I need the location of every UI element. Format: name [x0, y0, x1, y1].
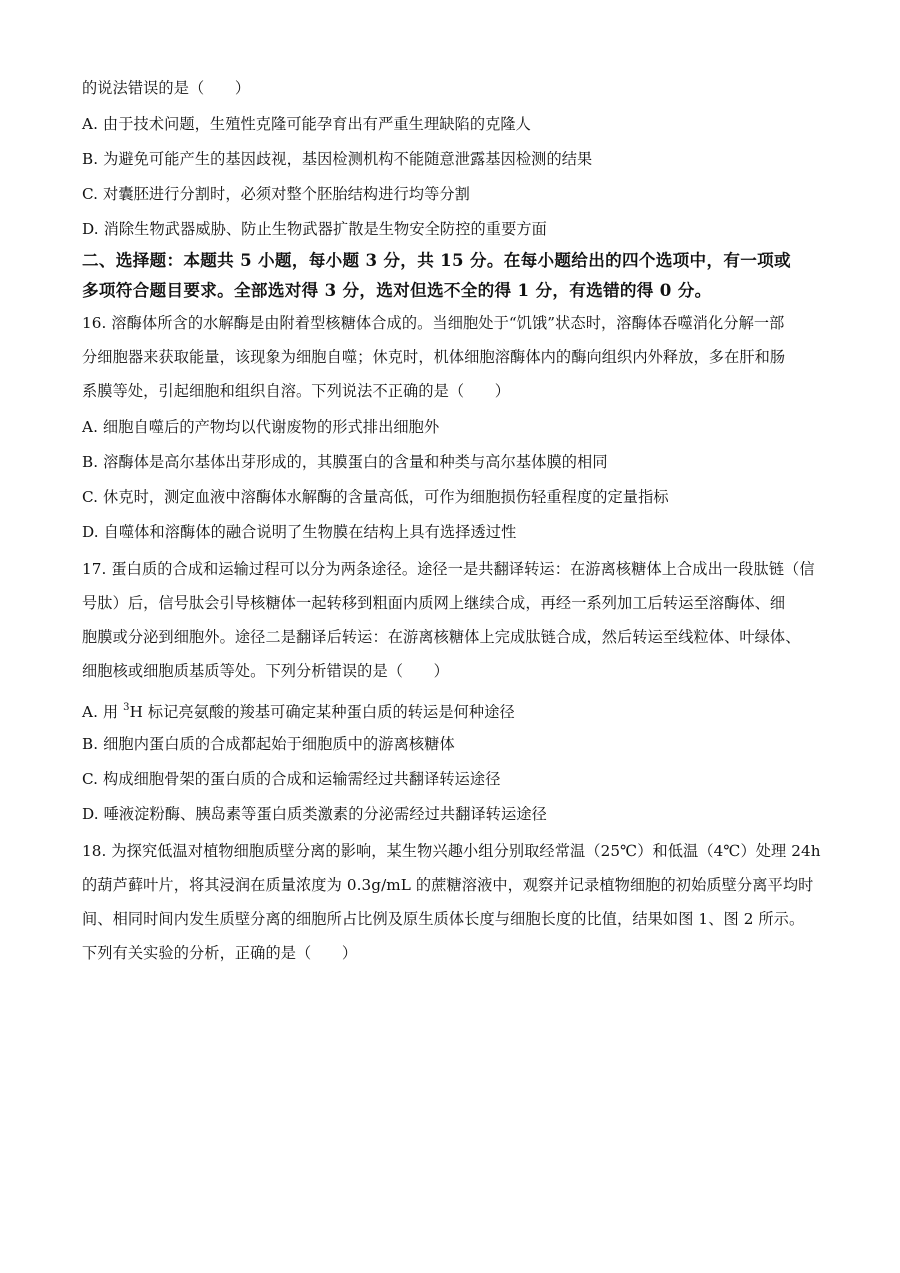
superscript-3: 3	[123, 702, 130, 713]
q17-option-d: D. 唾液淀粉酶、胰岛素等蛋白质类激素的分泌需经过共翻译转运途径	[82, 805, 547, 823]
q16-stem-line3: 系膜等处，引起细胞和组织自溶。下列说法不正确的是（ ）	[82, 382, 511, 400]
q16-stem-line2: 分细胞器来获取能量，该现象为细胞自噬；休克时，机体细胞溶酶体内的酶向组织内外释放，多在肝和肠	[82, 348, 786, 366]
q18-stem-line4: 下列有关实验的分析，正确的是（ ）	[82, 944, 358, 962]
q17-option-c: C. 构成细胞骨架的蛋白质的合成和运输需经过共翻译转运途径	[82, 770, 501, 788]
q17-stem-line2: 号肽）后，信号肽会引导核糖体一起转移到粗面内质网上继续合成，再经一系列加工后转运至溶酶体、细	[82, 594, 786, 612]
q16-stem-line1: 16. 溶酶体所含的水解酶是由附着型核糖体合成的。当细胞处于“饥饿”状态时，溶酶体吞噬消化分解一部	[82, 314, 785, 332]
q18-stem-line2: 的葫芦藓叶片，将其浸润在质量浓度为 0.3g/mL 的蔗糖溶液中，观察并记录植物细胞的初始质壁分离平均时	[82, 876, 814, 894]
section2-heading-line2: 多项符合题目要求。全部选对得 3 分，选对但选不全的得 1 分，有选错的得 0 分。	[82, 280, 712, 300]
q17-stem-line3: 胞膜或分泌到细胞外。途径二是翻译后转运：在游离核糖体上完成肽链合成，然后转运至线粒体、叶绿体、	[82, 628, 801, 646]
q17-option-a-prefix: A. 用	[82, 703, 124, 721]
q18-stem-line1: 18. 为探究低温对植物细胞质壁分离的影响，某生物兴趣小组分别取经常温（25℃）和低温（4℃）处理 24h	[82, 842, 821, 860]
q17-option-b: B. 细胞内蛋白质的合成都起始于细胞质中的游离核糖体	[82, 735, 455, 753]
q17-stem-line4: 细胞核或细胞质基质等处。下列分析错误的是（ ）	[82, 662, 449, 680]
section2-heading-line1: 二、选择题：本题共 5 小题，每小题 3 分，共 15 分。在每小题给出的四个选项中，有一项或	[82, 250, 791, 270]
q17-option-a-text: H 标记亮氨酸的羧基可确定某种蛋白质的转运是何种途径	[129, 703, 515, 721]
q17-stem-line1: 17. 蛋白质的合成和运输过程可以分为两条途径。途径一是共翻译转运：在游离核糖体上合成出一段肽链（信	[82, 560, 815, 578]
q16-option-a: A. 细胞自噬后的产物均以代谢废物的形式排出细胞外	[82, 418, 440, 436]
q18-stem-line3: 间、相同时间内发生质壁分离的细胞所占比例及原生质体长度与细胞长度的比值，结果如图 1、图 2 所示。	[82, 910, 805, 928]
q15-option-d: D. 消除生物武器威胁、防止生物武器扩散是生物安全防控的重要方面	[82, 220, 547, 238]
q16-option-b: B. 溶酶体是高尔基体出芽形成的，其膜蛋白的含量和种类与高尔基体膜的相同	[82, 453, 608, 471]
q15-option-a: A. 由于技术问题，生殖性克隆可能孕育出有严重生理缺陷的克隆人	[82, 115, 531, 133]
q15-option-b: B. 为避免可能产生的基因歧视，基因检测机构不能随意泄露基因检测的结果	[82, 150, 593, 168]
q15-stem-tail: 的说法错误的是（ ）	[82, 79, 251, 97]
q16-option-d: D. 自噬体和溶酶体的融合说明了生物膜在结构上具有选择透过性	[82, 523, 517, 541]
q17-option-a	[82, 698, 515, 722]
q16-option-c: C. 休克时，测定血液中溶酶体水解酶的含量高低，可作为细胞损伤轻重程度的定量指标	[82, 488, 669, 506]
q15-option-c: C. 对囊胚进行分割时，必须对整个胚胎结构进行均等分割	[82, 185, 470, 203]
